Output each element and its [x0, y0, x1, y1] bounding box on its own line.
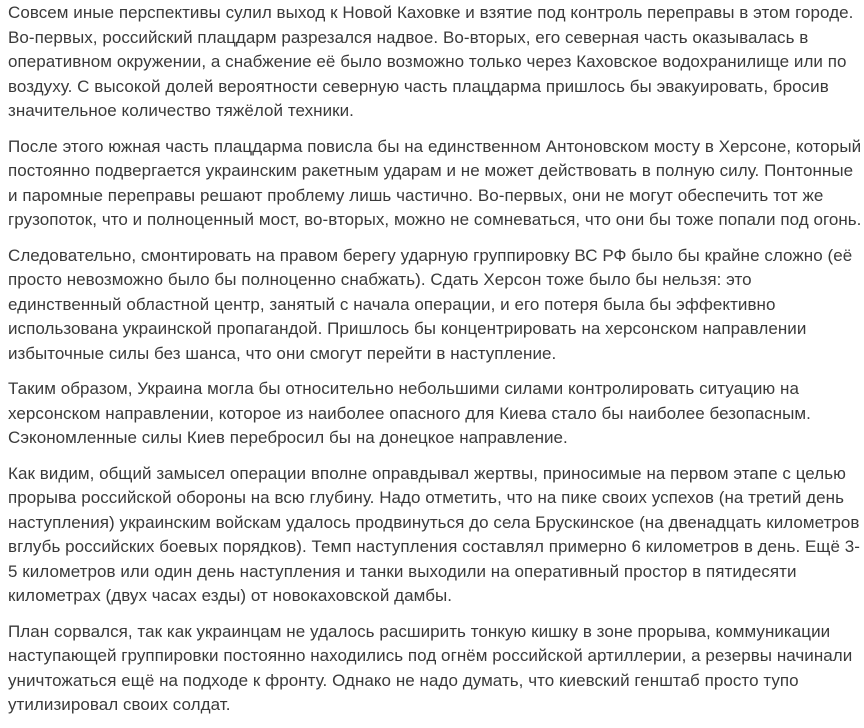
paragraph-2: После этого южная часть плацдарма повисла бы на единственном Антоновском мосту в Херсоне, который постоянно подвергается украинским ракетным ударам и не может действовать в полную силу. Понтонные и паромные переправы решают проблему лишь частично. Во-первых, они не могут обеспечить тот же грузопоток, что и полноценный мост, во-вторых, можно не сомневаться, что они бы тоже попали под огонь.	[8, 136, 862, 229]
article-body	[0, 1, 864, 718]
paragraph-3: Следовательно, смонтировать на правом берегу ударную группировку ВС РФ было бы крайне сложно (её просто невозможно было бы полноценно снабжать). Сдать Херсон тоже было бы нельзя: это единственный областной центр, занятый с начала операции, и его потеря была бы эффективно использована украинской пропагандой. Пришлось бы концентрировать на херсонском направлении избыточные силы без шанса, что они смогут перейти в наступление.	[8, 245, 853, 363]
paragraph-6: План сорвался, так как украинцам не удалось расширить тонкую кишку в зоне прорыва, коммуникации наступающей группировки постоянно находились под огнём российской артиллерии, а резервы начинали уничтожаться ещё на подходе к фронту. Однако не надо думать, что киевский генштаб просто тупо утилизировал своих солдат.	[8, 621, 853, 714]
paragraph-5: Как видим, общий замысел операции вполне оправдывал жертвы, приносимые на первом этапе с целью прорыва российской обороны на всю глубину. Надо отметить, что на пике своих успехов (на третий день наступления) украинским войскам удалось продвинуться до села Брускинское (на двенадцать километров вглубь российских боевых порядков). Темп наступления составлял примерно 6 километров в день. Ещё 3-5 километров или один день наступления и танки выходили на оперативный простор в пятидесяти километрах (двух часах езды) от новокаховской дамбы.	[8, 463, 860, 605]
paragraph-1: Совсем иные перспективы сулил выход к Новой Каховке и взятие под контроль переправы в этом городе. Во-первых, российский плацдарм разрезался надвое. Во-вторых, его северная часть оказывалась в оперативном окружении, а снабжение её было возможно только через Каховское водохранилище или по воздуху. С высокой долей вероятности северную часть плацдарма пришлось бы эвакуировать, бросив значительное количество тяжёлой техники.	[8, 3, 854, 120]
paragraph-4: Таким образом, Украина могла бы относительно небольшими силами контролировать ситуацию на херсонском направлении, которое из наиболее опасного для Киева стало бы наиболее безопасным. Сэкономленные силы Киев перебросил бы на донецкое направление.	[8, 379, 811, 447]
